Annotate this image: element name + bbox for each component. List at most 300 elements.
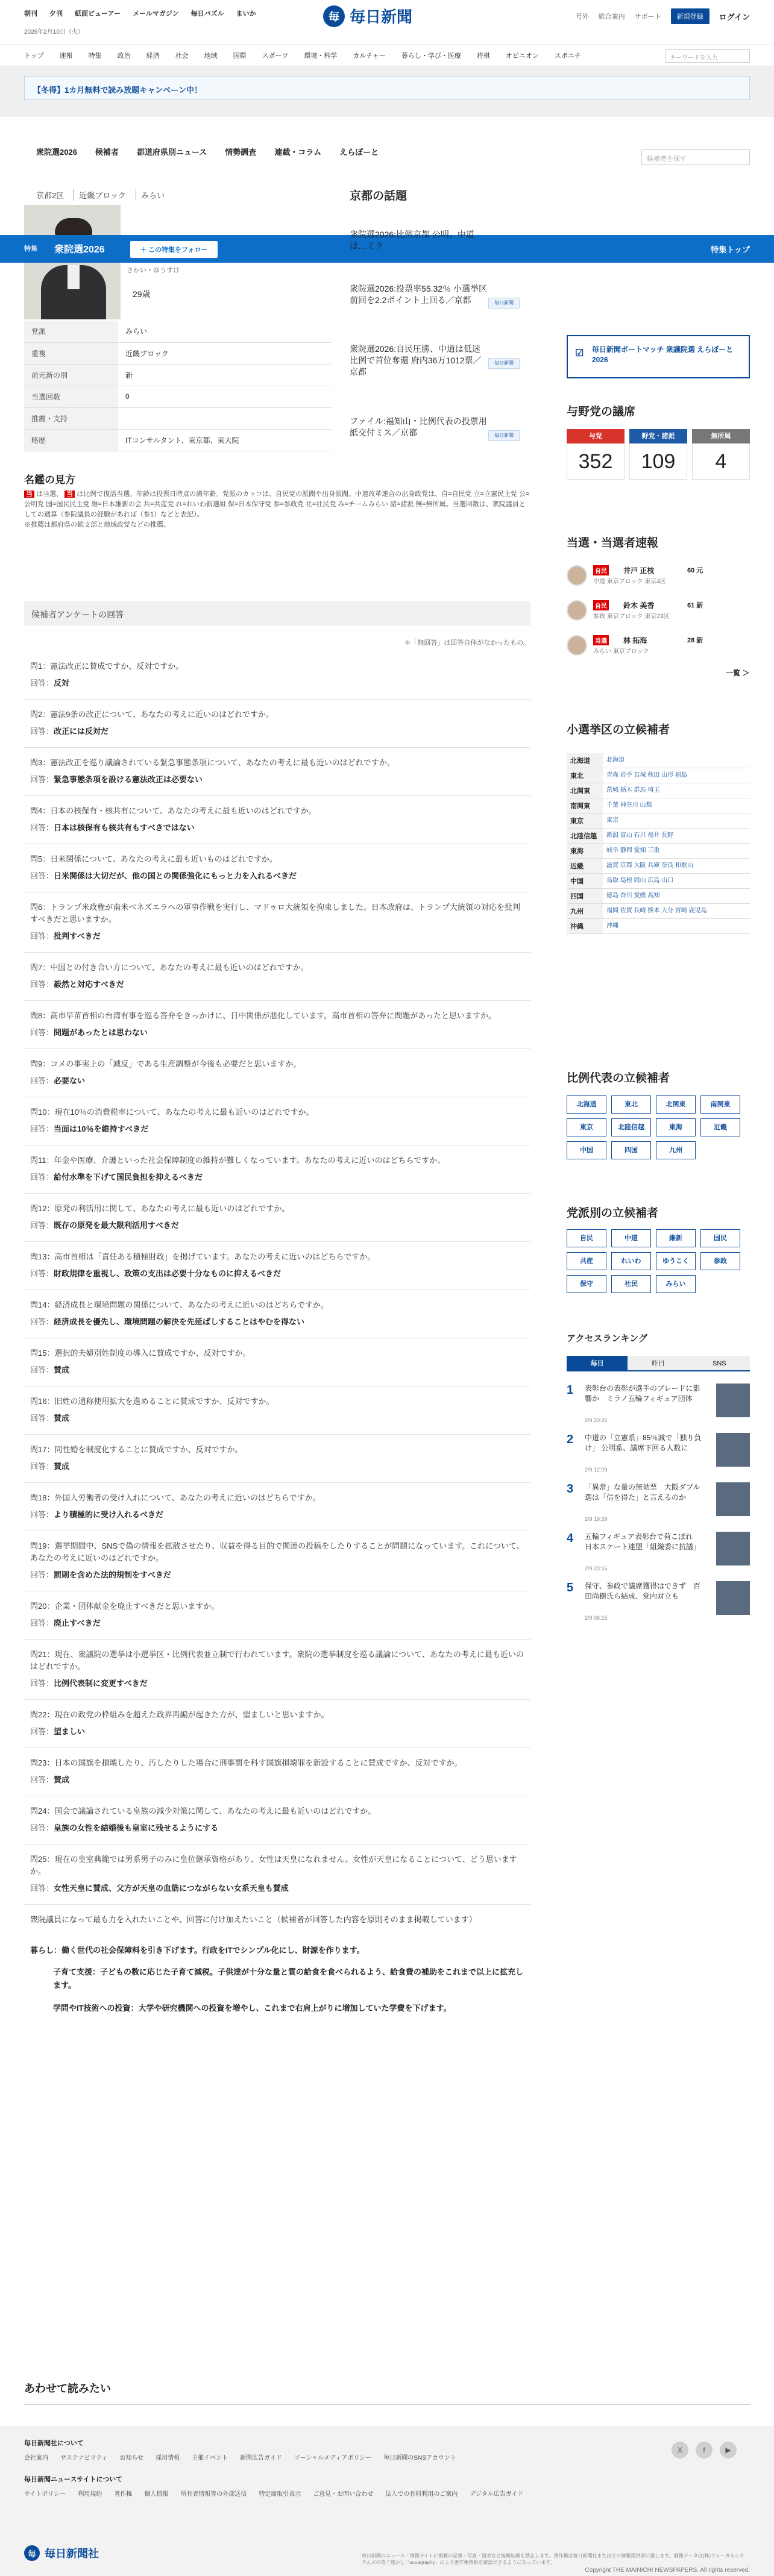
- survey-question: [30, 1299, 524, 1328]
- info-value: 新: [118, 364, 332, 386]
- question-text: 問22：現在の政党の枠組みを超えた政界再編が起きた方が、望ましいと思いますか。: [30, 1710, 329, 1719]
- footer-link[interactable]: サステナビリティ: [60, 2455, 108, 2462]
- info-key: 略歴: [24, 429, 118, 451]
- footer-link[interactable]: ご意見・お問い合わせ: [313, 2491, 374, 2498]
- answer-value: 給付水準を下げて国民負担を抑えるべきだ: [54, 1173, 203, 1182]
- x-icon[interactable]: X: [672, 2442, 688, 2458]
- region-prefectures[interactable]: 北海道: [603, 753, 750, 768]
- answer: [30, 677, 524, 689]
- rank-thumbnail: [716, 1384, 750, 1417]
- table-row: [24, 342, 332, 364]
- topic-title: 京都の話題: [350, 190, 407, 202]
- answer-value: 賛成: [54, 1414, 70, 1423]
- winner-item[interactable]: [567, 634, 750, 658]
- header-link-mail[interactable]: メールマガジン: [133, 10, 179, 17]
- free-answer: 学問やIT技術への投資：大学や研究機関への投資を増やし、これまで右肩上がりに増加していた学費を下げます。: [53, 2004, 452, 2013]
- seat-col: [629, 429, 687, 480]
- info-key: 党派: [24, 321, 118, 342]
- survey-question: [30, 901, 524, 942]
- divider: [24, 1386, 530, 1387]
- seat-col: [692, 429, 750, 480]
- table-row: [567, 753, 750, 768]
- survey-question: [30, 1854, 524, 1894]
- footer-link[interactable]: 主催イベント: [192, 2455, 228, 2462]
- survey-question: [30, 1444, 524, 1473]
- question-text: 問6：トランプ米政権が南米ベネズエラへの軍事作戦を実行し、マドゥロ大統領を拘束しました。日本政府は、トランプ大統領の対応を批判すべきだと思いますか。: [30, 903, 520, 924]
- divider: [24, 795, 530, 796]
- survey-question: [30, 1396, 524, 1424]
- cat-science[interactable]: 環境・科学: [304, 52, 338, 60]
- tab-yesterday[interactable]: 昨日: [628, 1356, 688, 1371]
- region-prefectures[interactable]: 鳥取 島根 岡山 広島 山口: [603, 874, 750, 889]
- answer-label: 回答：: [30, 1884, 54, 1893]
- region-name: 北海道: [567, 753, 603, 768]
- question-text: 問24：国会で議論されている皇族の減少対策に関して、あなたの考えに最も近いのはどれですか。: [30, 1807, 376, 1816]
- party-button[interactable]: ゆうこく: [656, 1252, 696, 1270]
- party-button[interactable]: 参政: [700, 1252, 740, 1270]
- header-link-guide[interactable]: 総合案内: [598, 13, 625, 20]
- youtube-icon[interactable]: ▶: [720, 2442, 737, 2458]
- topic-item[interactable]: 衆院選2026:比例京都 公明、中道は…ミラ: [350, 230, 474, 251]
- tab-daily[interactable]: 毎日: [567, 1356, 628, 1371]
- table-row: [24, 429, 332, 451]
- erabo-label: 毎日新聞ボートマッチ 衆議院選 えらぼーと2026: [592, 345, 734, 364]
- footer-link[interactable]: 採用情報: [156, 2455, 180, 2462]
- table-row: [567, 844, 750, 859]
- subnav-erabo[interactable]: えらぼーと: [339, 148, 379, 157]
- answer-label: 回答：: [30, 775, 54, 784]
- header-right-links: [576, 8, 750, 24]
- survey-question: [30, 1106, 524, 1135]
- answer-label: 回答：: [30, 1775, 54, 1784]
- rank-number: 4: [567, 1532, 574, 1545]
- candidate-name-kana: さかい・ゆうすけ: [127, 267, 180, 274]
- feature-title[interactable]: 衆院選2026: [54, 245, 105, 255]
- header-link-viewer[interactable]: 紙面ビューアー: [75, 10, 121, 17]
- question-text: 問2：憲法9条の改正について、あなたの考えに近いのはどれですか。: [30, 710, 274, 719]
- header-link-morning[interactable]: 朝刊: [24, 10, 37, 17]
- answer: [30, 1412, 524, 1424]
- pr-block-button[interactable]: 中国: [567, 1141, 606, 1159]
- answer-value: 既存の原発を最大限利活用すべきだ: [54, 1221, 179, 1230]
- winner-detail: 中道 東京ブロック 東京4区: [593, 578, 666, 585]
- party-button[interactable]: れいわ: [611, 1252, 651, 1270]
- rank-date: 2/9 12:09: [585, 1467, 608, 1473]
- party-badge: 当選: [593, 635, 609, 645]
- footer-link[interactable]: 利用規約: [78, 2491, 102, 2498]
- survey-note: ＊「無回答」は回答自体がなかったもの。: [404, 639, 530, 647]
- rank-date: 2/9 19:39: [585, 1516, 608, 1522]
- answer: [30, 1171, 524, 1183]
- facebook-icon[interactable]: f: [696, 2442, 713, 2458]
- region-prefectures[interactable]: 東京: [603, 813, 750, 829]
- candidate-search-input[interactable]: 候補者を探す: [641, 149, 750, 165]
- cat-politics[interactable]: 政治: [117, 52, 131, 60]
- logo-text: 毎日新聞: [350, 8, 413, 27]
- answer-value: 経済成長を優先し、環境問題の解決を先延ばしすることはやむを得ない: [54, 1317, 305, 1326]
- answer: [30, 1027, 524, 1039]
- question-text: 問19：選挙期間中、SNSで偽の情報を拡散させたり、収益を得る目的で関連の投稿をしたりすることが問題になっています。これについて、あなたの考えに近いのはどれですか。: [30, 1541, 524, 1562]
- answer-value: より積極的に受け入れるべきだ: [54, 1510, 164, 1519]
- win-mark: 当: [24, 490, 34, 498]
- answer: [30, 1569, 524, 1581]
- info-key: 前元新の別: [24, 364, 118, 386]
- topic-item[interactable]: 衆院選2026:自民圧勝、中道は低迷 比例で首位奪還 府内36万1012票／京都: [350, 344, 482, 377]
- party-button[interactable]: 社民: [611, 1275, 651, 1293]
- answer-value: 比例代表制に変更すべきだ: [54, 1679, 148, 1688]
- seat-value: 109: [629, 443, 687, 480]
- seat-value: 4: [692, 443, 750, 480]
- survey-question: [30, 1709, 524, 1738]
- question-text: 問20：企業・団体献金を廃止すべきだと思いますか。: [30, 1602, 219, 1611]
- divider: [24, 1639, 530, 1640]
- category-search-input[interactable]: キーワードを入力: [665, 49, 750, 63]
- vote-icon: ☑: [575, 348, 584, 359]
- answer: [30, 1220, 524, 1232]
- info-value: 近畿ブロック: [118, 342, 332, 364]
- answer-value: 望ましい: [54, 1727, 86, 1736]
- candidate-info-table: [24, 321, 332, 451]
- answer-label: 回答：: [30, 678, 54, 688]
- footer-copyright: Copyright THE MAINICHI NEWSPAPERS. All rights reserved.: [585, 2567, 750, 2574]
- region-name: 北陸信越: [567, 829, 603, 844]
- question-text: 問8：高市早苗首相の台湾有事を巡る答弁をきっかけに、日中関係が悪化しています。高市首相の答弁に問題があったと思いますか。: [30, 1011, 497, 1020]
- winner-item[interactable]: [567, 564, 750, 588]
- footer-fine-print: 毎日新聞のニュース・情報サイトに掲載の記事・写真・図表など無断転載を禁止します。著作権は毎日新聞社またはその情報提供者に属します。画像データは(株)フォーカスシステムズの電子透かし「acuagraphy」により著作権情報を確認できるようになっています。: [362, 2553, 744, 2565]
- divider: [24, 1434, 530, 1435]
- footer-link[interactable]: お知らせ: [119, 2455, 144, 2462]
- answer: [30, 1617, 524, 1629]
- region-name: 南関東: [567, 798, 603, 813]
- survey-question: [30, 660, 524, 689]
- region-prefectures[interactable]: 千葉 神奈川 山梨: [603, 798, 750, 813]
- cat-sponichi[interactable]: スポニチ: [554, 52, 581, 60]
- survey-question: [30, 805, 524, 834]
- survey-question: [30, 962, 524, 991]
- cat-top[interactable]: トップ: [24, 52, 44, 60]
- question-text: 問9：コメの事実上の「減反」である生産調整が今後も必要だと思いますか。: [30, 1059, 301, 1068]
- divider: [24, 1747, 530, 1748]
- seat-label: 与党: [567, 429, 625, 443]
- table-row: [567, 768, 750, 783]
- answer: [30, 1822, 524, 1834]
- login-button[interactable]: ログイン: [719, 12, 750, 22]
- header-link-support[interactable]: サポート: [634, 13, 661, 20]
- answer-value: 賛成: [54, 1775, 70, 1784]
- ranking-item[interactable]: [567, 1384, 750, 1432]
- answer: [30, 774, 524, 786]
- region-prefectures[interactable]: 福岡 佐賀 長崎 熊本 大分 宮崎 鹿児島: [603, 904, 750, 919]
- seat-value: 352: [567, 443, 625, 480]
- table-row: [567, 798, 750, 813]
- footer-link[interactable]: 特定商取引表示: [259, 2491, 301, 2498]
- region-prefectures[interactable]: 青森 岩手 宮城 秋田 山形 福島: [603, 768, 750, 783]
- answer-label: 回答：: [30, 1124, 54, 1133]
- feature-top-link[interactable]: 特集トップ: [711, 245, 750, 254]
- winner-item[interactable]: [567, 599, 750, 623]
- answer-label: 回答：: [30, 1414, 54, 1423]
- legend-title: 名鑑の見方: [24, 474, 75, 486]
- table-row: [567, 829, 750, 844]
- answer-value: 当面は10％を維持すべきだ: [54, 1124, 149, 1133]
- seat-label: 無所属: [692, 429, 750, 443]
- header-date: 2026年2月10日（火）: [24, 29, 84, 36]
- table-row: [24, 407, 332, 429]
- answer: [30, 930, 524, 942]
- ranking-item[interactable]: [567, 1532, 750, 1580]
- answer-value: 皇族の女性を結婚後も皇室に残せるようにする: [54, 1823, 219, 1832]
- cat-society[interactable]: 社会: [175, 52, 189, 60]
- avatar: [567, 565, 587, 586]
- question-text: 問5：日米関係について、あなたの考えに最も近いものはどれですか。: [30, 854, 277, 863]
- crumb-block[interactable]: 近畿ブロック: [74, 189, 126, 201]
- region-name: 東京: [567, 813, 603, 829]
- rank-thumbnail: [716, 1433, 750, 1467]
- rank-date: 2/9 20:25: [585, 1417, 608, 1423]
- rank-headline: 五輪フィギュア表彰台で荷こぼれ 日本スケート連盟「組織委に抗議」: [585, 1532, 701, 1551]
- election-subnav: [36, 146, 379, 157]
- cat-breaking[interactable]: 速報: [59, 52, 73, 60]
- table-row: [567, 889, 750, 904]
- answer-label: 回答：: [30, 1679, 54, 1688]
- question-text: 問16：旧姓の通称使用拡大を進めることに賛成ですか、反対ですか。: [30, 1397, 274, 1406]
- pr-block-button[interactable]: 四国: [611, 1141, 651, 1159]
- winner-name: 鈴木 美香: [623, 601, 655, 610]
- legend-text: [24, 489, 530, 530]
- subnav-columns[interactable]: 連載・コラム: [274, 148, 322, 157]
- winners-more-link[interactable]: 一覧 ＞: [726, 669, 750, 677]
- cat-region[interactable]: 地域: [204, 52, 218, 60]
- answer-label: 回答：: [30, 1269, 54, 1278]
- subnav-election[interactable]: 衆院選2026: [36, 148, 77, 157]
- site-logo[interactable]: [323, 5, 412, 27]
- cat-sports[interactable]: スポーツ: [262, 52, 289, 60]
- follow-button[interactable]: ＋ この特集をフォロー: [130, 241, 218, 258]
- register-button[interactable]: 新規登録: [671, 8, 710, 24]
- cat-opinion[interactable]: オピニオン: [505, 52, 539, 60]
- survey-question: [30, 757, 524, 786]
- breadcrumb: [36, 189, 165, 201]
- cat-culture[interactable]: カルチャー: [353, 52, 386, 60]
- question-text: 問11：年金や医療、介護といった社会保障制度の維持が難しくなっています。あなたの考えに近いのはどちらですか。: [30, 1156, 445, 1165]
- region-prefectures[interactable]: 沖縄: [603, 919, 750, 934]
- survey-question: [30, 853, 524, 882]
- divider: [24, 952, 530, 953]
- region-prefectures[interactable]: 滋賀 京都 大阪 兵庫 奈良 和歌山: [603, 859, 750, 874]
- pr-block-buttons: [567, 1095, 750, 1159]
- question-text: 問10：現在10％の消費税率について、あなたの考えに最も近いのはどれですか。: [30, 1108, 314, 1117]
- region-name: 四国: [567, 889, 603, 904]
- topic-item[interactable]: 衆院選2026:投票率55.32％ 小選挙区 前回を2.2ポイント上回る／京都: [350, 284, 487, 305]
- rank-title: アクセスランキング: [567, 1333, 648, 1344]
- footer-link[interactable]: サイトポリシー: [24, 2491, 66, 2498]
- table-row: [24, 386, 332, 407]
- party-badge: 自民: [593, 600, 609, 610]
- region-name: 九州: [567, 904, 603, 919]
- table-row: [567, 919, 750, 934]
- cat-world[interactable]: 国際: [233, 52, 247, 60]
- pr-block-button[interactable]: 北海道: [567, 1095, 606, 1114]
- info-key: 推薦・支持: [24, 407, 118, 429]
- header-link-evening[interactable]: 夕刊: [49, 10, 63, 17]
- header-link-maika[interactable]: まいか: [236, 10, 256, 17]
- divider: [24, 1241, 530, 1242]
- answer-value: 緊急事態条項を設ける憲法改正は必要ない: [54, 775, 203, 784]
- survey-title: 候補者アンケートの回答: [24, 601, 530, 625]
- party-button[interactable]: 保守: [567, 1275, 606, 1293]
- info-value: 0: [118, 386, 332, 407]
- footer-link[interactable]: 会社案内: [24, 2455, 48, 2462]
- party-button[interactable]: 自民: [567, 1229, 606, 1247]
- footer-link[interactable]: 著作権: [114, 2491, 133, 2498]
- logo-mark-icon: 毎: [24, 2545, 40, 2561]
- subnav-survey[interactable]: 情勢調査: [225, 148, 257, 157]
- answer-value: 財政規律を重視し、政策の支出は必要十分なものに抑えるべきだ: [54, 1269, 282, 1278]
- cat-economy[interactable]: 経済: [146, 52, 160, 60]
- pr-block-button[interactable]: 北関東: [656, 1095, 696, 1114]
- seat-label: 野党・諸派: [629, 429, 687, 443]
- tab-sns[interactable]: SNS: [689, 1356, 750, 1371]
- source-badge: 毎日新聞: [488, 358, 520, 369]
- header-link-extra[interactable]: 号外: [575, 13, 589, 20]
- ranking-item[interactable]: [567, 1482, 750, 1531]
- crumb-district[interactable]: 京都2区: [36, 191, 64, 200]
- winner-detail: 参政 東京ブロック 東京23区: [593, 613, 670, 620]
- winners-title: 当選・当選者速報: [567, 537, 659, 550]
- question-text: 問14：経済成長と環境問題の関係について、あなたの考えに近いのはどちらですか。: [30, 1300, 329, 1309]
- table-row: [567, 783, 750, 798]
- answer: [30, 1726, 524, 1738]
- answer: [30, 822, 524, 834]
- pr-block-button[interactable]: 南関東: [700, 1095, 740, 1114]
- divider: [24, 2404, 750, 2405]
- answer-label: 回答：: [30, 1317, 54, 1326]
- rank-headline: 中道の「立憲系」85％減で「独り負け」 公明系、議席下回る人数に: [585, 1434, 702, 1452]
- footer-link[interactable]: 個人情報: [144, 2491, 169, 2498]
- answer-label: 回答：: [30, 1076, 54, 1085]
- footer-link[interactable]: デジタル広告ガイド: [470, 2491, 524, 2498]
- footer-link[interactable]: 新聞広告ガイド: [240, 2455, 282, 2462]
- footer-link[interactable]: ソーシャルメディアポリシー: [294, 2455, 372, 2462]
- answer: [30, 870, 524, 882]
- party-button[interactable]: 国民: [700, 1229, 740, 1247]
- party-button[interactable]: みらい: [656, 1275, 696, 1293]
- question-text: 問1：憲法改正に賛成ですか、反対ですか。: [30, 662, 184, 671]
- answer-label: 回答：: [30, 980, 54, 989]
- pr-title: 比例代表の立候補者: [567, 1072, 670, 1085]
- pr-block-button[interactable]: 北陸信越: [611, 1118, 651, 1136]
- pr-block-button[interactable]: 近畿: [700, 1118, 740, 1136]
- table-row: [24, 364, 332, 386]
- divider: [24, 1482, 530, 1483]
- table-row: [24, 321, 332, 342]
- party-button[interactable]: 維新: [656, 1229, 696, 1247]
- pr-block-button[interactable]: 東北: [611, 1095, 651, 1114]
- rank-date: 2/9 06:15: [585, 1615, 608, 1621]
- pr-block-button[interactable]: 東京: [567, 1118, 606, 1136]
- answer-label: 回答：: [30, 932, 54, 941]
- seat-col: [567, 429, 625, 480]
- info-value: ITコンサルタント、東京都、東大院: [118, 429, 332, 451]
- footer-logo[interactable]: [24, 2545, 99, 2561]
- answer: [30, 979, 524, 991]
- divider: [24, 1000, 530, 1001]
- header-left-links: [24, 8, 256, 18]
- answer: [30, 1882, 524, 1894]
- question-text: 問15：選択的夫婦別姓制度の導入に賛成ですか、反対ですか。: [30, 1349, 251, 1358]
- answer-label: 回答：: [30, 823, 54, 832]
- footer: [0, 2426, 774, 2576]
- region-name: 東海: [567, 844, 603, 859]
- table-row: [567, 813, 750, 829]
- subnav-candidates[interactable]: 候補者: [95, 148, 119, 157]
- rank-date: 2/9 23:16: [585, 1565, 608, 1572]
- winner-detail: みらい 東京ブロック: [593, 648, 649, 655]
- ranking-item[interactable]: [567, 1581, 750, 1629]
- answer-value: 賛成: [54, 1365, 70, 1374]
- logo-mark-icon: 毎: [323, 5, 345, 27]
- rank-number: 1: [567, 1384, 574, 1397]
- region-prefectures[interactable]: 茨城 栃木 群馬 埼玉: [603, 783, 750, 798]
- survey-question: [30, 1492, 524, 1521]
- cat-shogi[interactable]: 将棋: [476, 52, 490, 60]
- footer-link[interactable]: 法人での有料利用のご案内: [385, 2491, 458, 2498]
- party-title: 党派別の立候補者: [567, 1207, 659, 1220]
- rank-tabs: [567, 1356, 750, 1371]
- answer-value: 罰則を含めた法的規制をすべきだ: [54, 1570, 171, 1579]
- footer-link[interactable]: 毎日新聞のSNSアカウント: [383, 2455, 456, 2462]
- party-button[interactable]: 共産: [567, 1252, 606, 1270]
- promo-banner[interactable]: 【冬得】1カ月無料で読み放題キャンペーン中！: [24, 76, 750, 100]
- footer-about-links: [24, 2452, 456, 2462]
- subnav-prefecture-news[interactable]: 都道府県別ニュース: [136, 148, 207, 157]
- header-link-puzzle[interactable]: 毎日パズル: [190, 10, 224, 17]
- info-key: 重複: [24, 342, 118, 364]
- survey-question: [30, 1347, 524, 1376]
- answer: [30, 1123, 524, 1135]
- region-prefectures[interactable]: 新潟 富山 石川 福井 長野: [603, 829, 750, 844]
- cat-life[interactable]: 暮らし・学び・医療: [401, 52, 461, 60]
- answer-label: 回答：: [30, 1173, 54, 1182]
- pr-block-button[interactable]: 東海: [656, 1118, 696, 1136]
- party-button[interactable]: 中道: [611, 1229, 651, 1247]
- region-prefectures[interactable]: 岐阜 静岡 愛知 三重: [603, 844, 750, 859]
- divider: [24, 1193, 530, 1194]
- pr-block-button[interactable]: 九州: [656, 1141, 696, 1159]
- answer: [30, 1075, 524, 1087]
- topic-item[interactable]: ファイル:福知山・比例代表の投票用紙交付ミス／京都: [350, 416, 487, 437]
- rank-number: 2: [567, 1433, 574, 1446]
- answer-value: 問題があったとは思わない: [54, 1028, 148, 1037]
- winner-age: 28 新: [687, 637, 703, 644]
- footer-link[interactable]: 所有者情報等の外部送信: [180, 2491, 247, 2498]
- erabo-banner[interactable]: [567, 335, 750, 378]
- answer-value: 賛成: [54, 1462, 70, 1471]
- region-prefectures[interactable]: 徳島 香川 愛媛 高知: [603, 889, 750, 904]
- legend-line2: ※推薦は都府県の総支部と地域政党などの推薦。: [24, 521, 170, 528]
- table-row: [567, 874, 750, 889]
- cat-feature[interactable]: 特集: [88, 52, 102, 60]
- answer-label: 回答：: [30, 1619, 54, 1628]
- answer-label: 回答：: [30, 871, 54, 880]
- crumb-party[interactable]: みらい: [136, 189, 165, 201]
- seats-board: [567, 429, 750, 482]
- divider: [24, 699, 530, 700]
- ranking-item[interactable]: [567, 1433, 750, 1481]
- footer-site-links: [24, 2489, 523, 2498]
- footer-site-title: 毎日新聞ニュースサイトについて: [24, 2476, 123, 2483]
- also-read-title: あわせて読みたい: [24, 2383, 111, 2395]
